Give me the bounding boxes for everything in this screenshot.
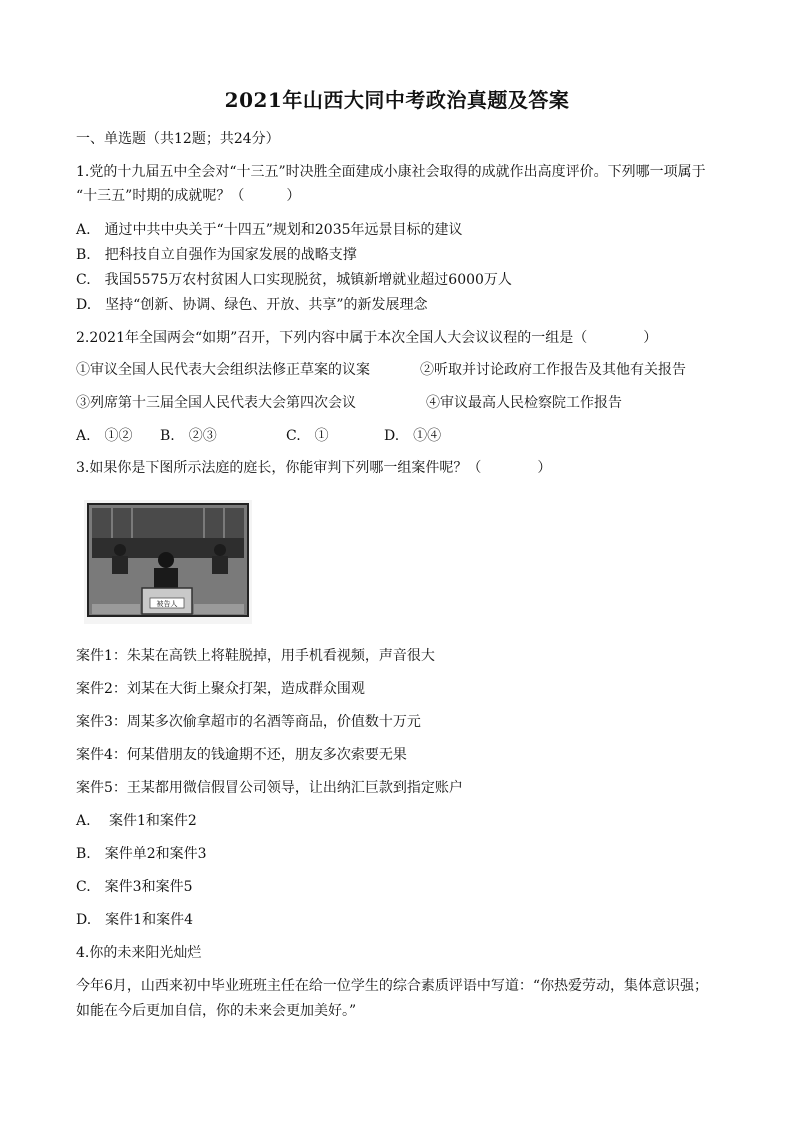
q1-option-a: A. 通过中共中央关于“十四五”规划和2035年远景目标的建议 (76, 222, 463, 238)
q2-option-d: D. ①④ (384, 428, 442, 444)
q3-case-2: 案件2：刘某在大街上聚众打架，造成群众围观 (76, 681, 365, 697)
defendant-sign-text: 被告人 (156, 600, 178, 608)
q3-option-a: A. 案件1和案件2 (76, 813, 197, 829)
q3-case-4: 案件4：何某借朋友的钱逾期不还，朋友多次索要无果 (76, 747, 407, 763)
q2-item-3: ③列席第十三届全国人民代表大会第四次会议 (76, 395, 356, 411)
q3-option-b: B. 案件单2和案件3 (76, 846, 207, 862)
q3-option-d: D. 案件1和案件4 (76, 912, 193, 928)
q1-option-d: D. 坚持“创新、协调、绿色、开放、共享”的新发展理念 (76, 297, 428, 313)
q2-option-c: C. ① (286, 428, 329, 444)
q1-option-b: B. 把科技自立自强作为国家发展的战略支撑 (76, 247, 357, 263)
q3-case-1: 案件1：朱某在高铁上将鞋脱掉，用手机看视频，声音很大 (76, 648, 435, 664)
q2-item-2: ②听取并讨论政府工作报告及其他有关报告 (420, 362, 686, 378)
courtroom-photo (84, 500, 252, 624)
q1-stem-line1: 1.党的十九届五中全会对“十三五”时决胜全面建成小康社会取得的成就作出高度评价。下列哪一项属于 (76, 164, 706, 180)
q4-paragraph-line2: 如能在今后更加自信，你的未来会更加美好。” (76, 1003, 357, 1019)
q1-option-c: C. 我国5575万农村贫困人口实现脱贫，城镇新增就业超过6000万人 (76, 272, 512, 288)
q2-option-b: B. ②③ (160, 428, 217, 444)
q2-item-4: ④审议最高人民检察院工作报告 (426, 395, 622, 411)
q1-stem-line2: “十三五”时期的成就呢？（ ） (76, 188, 301, 204)
q4-paragraph-line1: 今年6月，山西来初中毕业班班主任在给一位学生的综合素质评语中写道：“你热爱劳动，集体意识强； (76, 978, 709, 994)
q3-option-c: C. 案件3和案件5 (76, 879, 193, 895)
section-heading: 一、单选题（共12题；共24分） (76, 131, 280, 147)
q2-item-1: ①审议全国人民代表大会组织法修正草案的议案 (76, 362, 370, 378)
q4-stem: 4.你的未来阳光灿烂 (76, 945, 202, 961)
q3-stem: 3.如果你是下图所示法庭的庭长，你能审判下列哪一组案件呢？（ ） (76, 460, 552, 476)
q3-case-3: 案件3：周某多次偷拿超市的名酒等商品，价值数十万元 (76, 714, 421, 730)
q2-option-a: A. ①② (76, 428, 133, 444)
page-title: 2021年山西大同中考政治真题及答案 (224, 88, 570, 112)
q3-case-5: 案件5：王某都用微信假冒公司领导，让出纳汇巨款到指定账户 (76, 780, 463, 796)
q2-stem: 2.2021年全国两会“如期”召开，下列内容中属于本次全国人大会议议程的一组是（ ） (76, 330, 658, 346)
